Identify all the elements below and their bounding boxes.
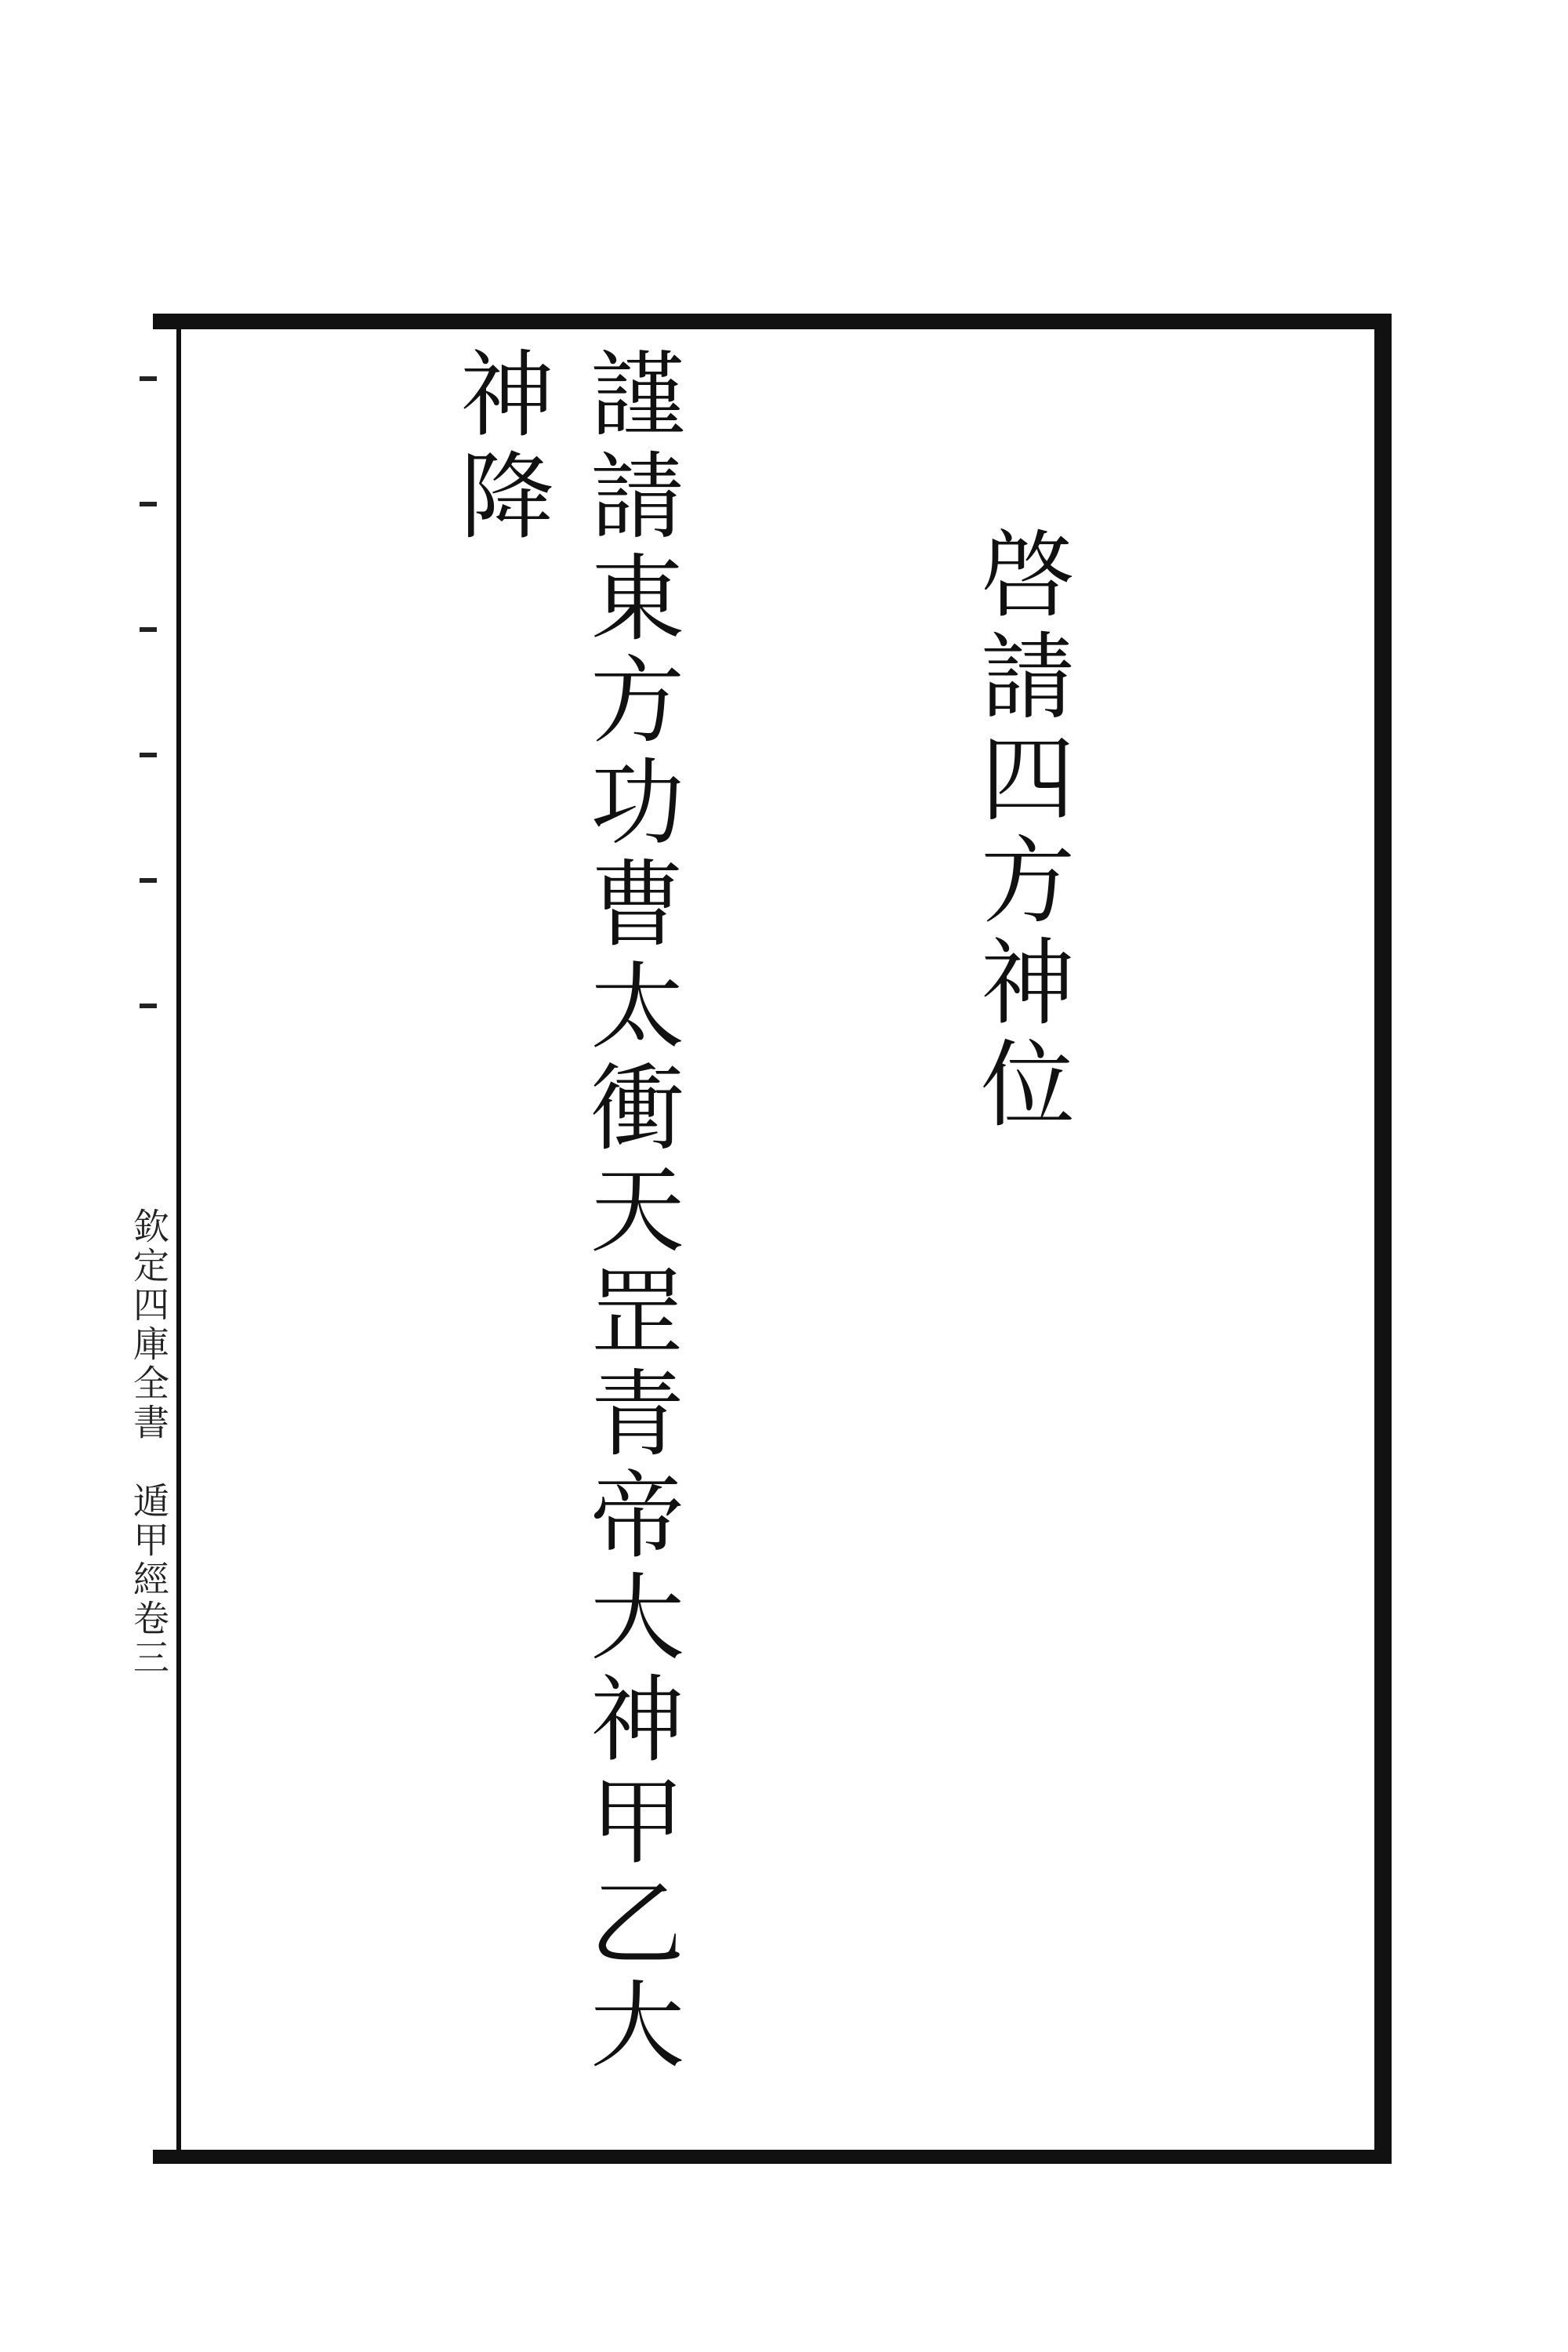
gutter-mark (140, 502, 157, 506)
vertical-text (192, 345, 1345, 2148)
main-text-block (192, 345, 1376, 2148)
gutter-mark (140, 878, 157, 883)
text-column: 謹請東方功曹太衝天罡青帝大神甲乙大神降 (445, 345, 684, 2078)
gutter-mark (140, 1004, 157, 1008)
section-heading: 啓請四方神位 (965, 525, 1074, 1137)
gutter-mark (140, 376, 157, 381)
page-gutter (125, 361, 172, 2132)
inner-border-rule (176, 329, 181, 2150)
gutter-label: 欽定四庫全書 遁甲經卷三 (128, 1207, 170, 1678)
gutter-mark (140, 627, 157, 632)
gutter-mark (140, 753, 157, 757)
